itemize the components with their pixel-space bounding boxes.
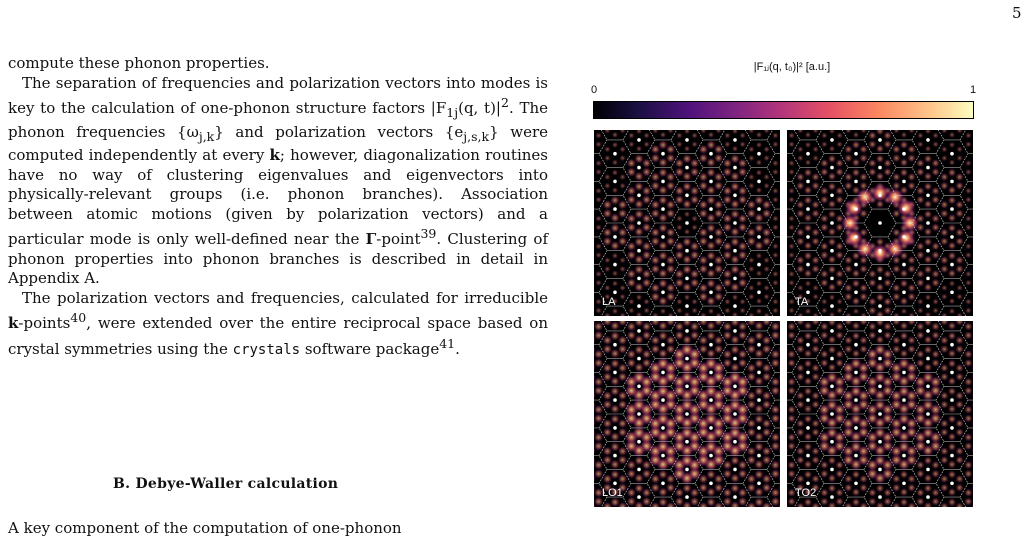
figure [587, 56, 997, 516]
code-crystals: crystals [232, 341, 301, 358]
page-number: 5 [1012, 4, 1022, 22]
paragraph-0: compute these phonon properties. [8, 54, 270, 72]
colorbar-max-label: 1 [970, 84, 977, 96]
panel-lo1 [594, 321, 780, 507]
paragraph-1: The separation of frequencies and polarization vectors into modes is key to the calculation of one-phonon structure factors $|F_{1j}(q$, $t)|^2$. The phonon frequencies $\{\omega_{j,k}\}$ and polarization vectors $\{e_{j,s,k}\}$ were computed independently at every k; however, diagonalization routines have no way of clustering eigenvalues and eigenvectors into physically-relevant groups (i.e. phonon branches). Association between atomic motions (given by polarization vectors) and a particular mode is only well-defined near the Γ-point$^{39}$. Clustering of phonon properties into phonon branches is described in detail in Appendix A. [8, 73, 548, 287]
panel-to2-map [787, 321, 973, 507]
panel-to2 [787, 321, 973, 507]
panel-la-map [594, 130, 780, 316]
section-heading: B. Debye-Waller calculation [113, 476, 339, 492]
colorbar [593, 101, 974, 119]
panel-la [594, 130, 780, 316]
body-text-column [8, 54, 548, 360]
panel-lo1-map [594, 321, 780, 507]
panel-label: TA [795, 296, 809, 308]
panel-label: LO1 [602, 487, 623, 499]
panel-ta [787, 130, 973, 316]
panel-ta-map [787, 130, 973, 316]
colorbar-title: |F₁ⱼ(q, t₀)|² [a.u.] [753, 61, 831, 73]
panel-label: TO2 [795, 487, 817, 499]
panel-label: LA [602, 296, 616, 308]
paragraph-3-start: A key component of the computation of one-phonon [8, 519, 402, 537]
paragraph-2: The polarization vectors and frequencies, calculated for irreducible k-points$^{40}$, were extended over the entire reciprocal space based on crystal symmetries using the crystals software package$^{41}$. [8, 288, 548, 358]
colorbar-min-label: 0 [591, 84, 598, 96]
